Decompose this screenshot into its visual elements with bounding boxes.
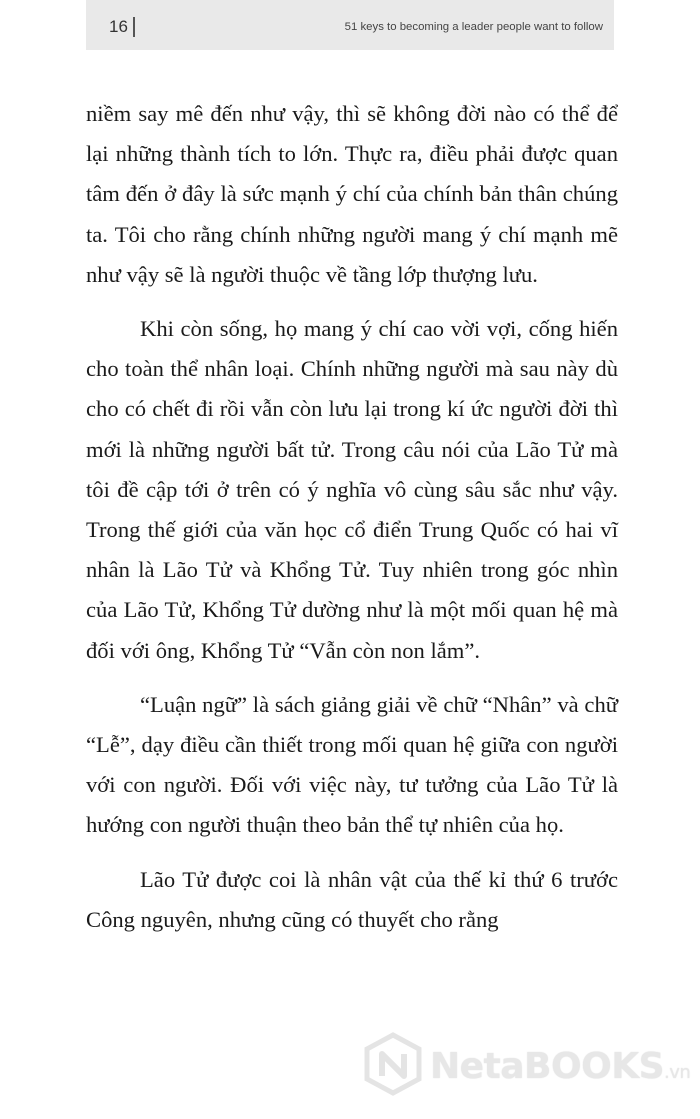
paragraph-3: “Luận ngữ” là sách giảng giải về chữ “Nhân” và chữ “Lễ”, dạy điều cần thiết trong mối quan hệ giữa con người với con người. Đối với việc này, tư tưởng của Lão Tử là hướng con người thuận theo bản thể tự nhiên của họ. — [86, 691, 618, 838]
paragraph-2: Khi còn sống, họ mang ý chí cao vời vợi, cống hiến cho toàn thể nhân loại. Chính những người mà sau này dù cho có chết đi rồi vẫn còn lưu lại trong kí ức người đời thì mới là những người bất tử. Trong câu nói của Lão Tử mà tôi đề cập tới ở trên có ý nghĩa vô cùng sâu sắc như vậy. Trong thế giới của văn học cổ điển Trung Quốc có hai vĩ nhân là Lão Tử và Khổng Tử. Tuy nhiên trong góc nhìn của Lão Tử, Khổng Tử dường như là một mối quan hệ mà đối với ông, Khổng Tử “Vẫn còn non lắm”. — [86, 316, 618, 663]
watermark-brand: NetaBOOKS — [430, 1046, 665, 1087]
watermark-suffix: .vn — [664, 1062, 691, 1083]
header-divider — [133, 17, 135, 37]
publisher-watermark — [360, 1028, 700, 1108]
watermark-text — [430, 1046, 690, 1087]
paragraph-4: Lão Tử được coi là nhân vật của thế kỉ thứ 6 trước Công nguyên, nhưng cũng có thuyết cho rằng — [86, 866, 618, 932]
page-header — [86, 0, 614, 50]
paragraph-1: niềm say mê đến như vậy, thì sẽ không đời nào có thể để lại những thành tích to lớn. Thực ra, điều phải được quan tâm đến ở đây là sức mạnh ý chí của chính bản thân chúng ta. Tôi cho rằng chính những người mang ý chí mạnh mẽ như vậy sẽ là người thuộc về tầng lớp thượng lưu. — [86, 101, 618, 287]
page-body — [86, 94, 618, 940]
running-title: 51 keys to becoming a leader people want to follow — [344, 21, 603, 33]
netabooks-logo-icon — [362, 1032, 424, 1096]
page-number: 16 — [109, 17, 128, 36]
